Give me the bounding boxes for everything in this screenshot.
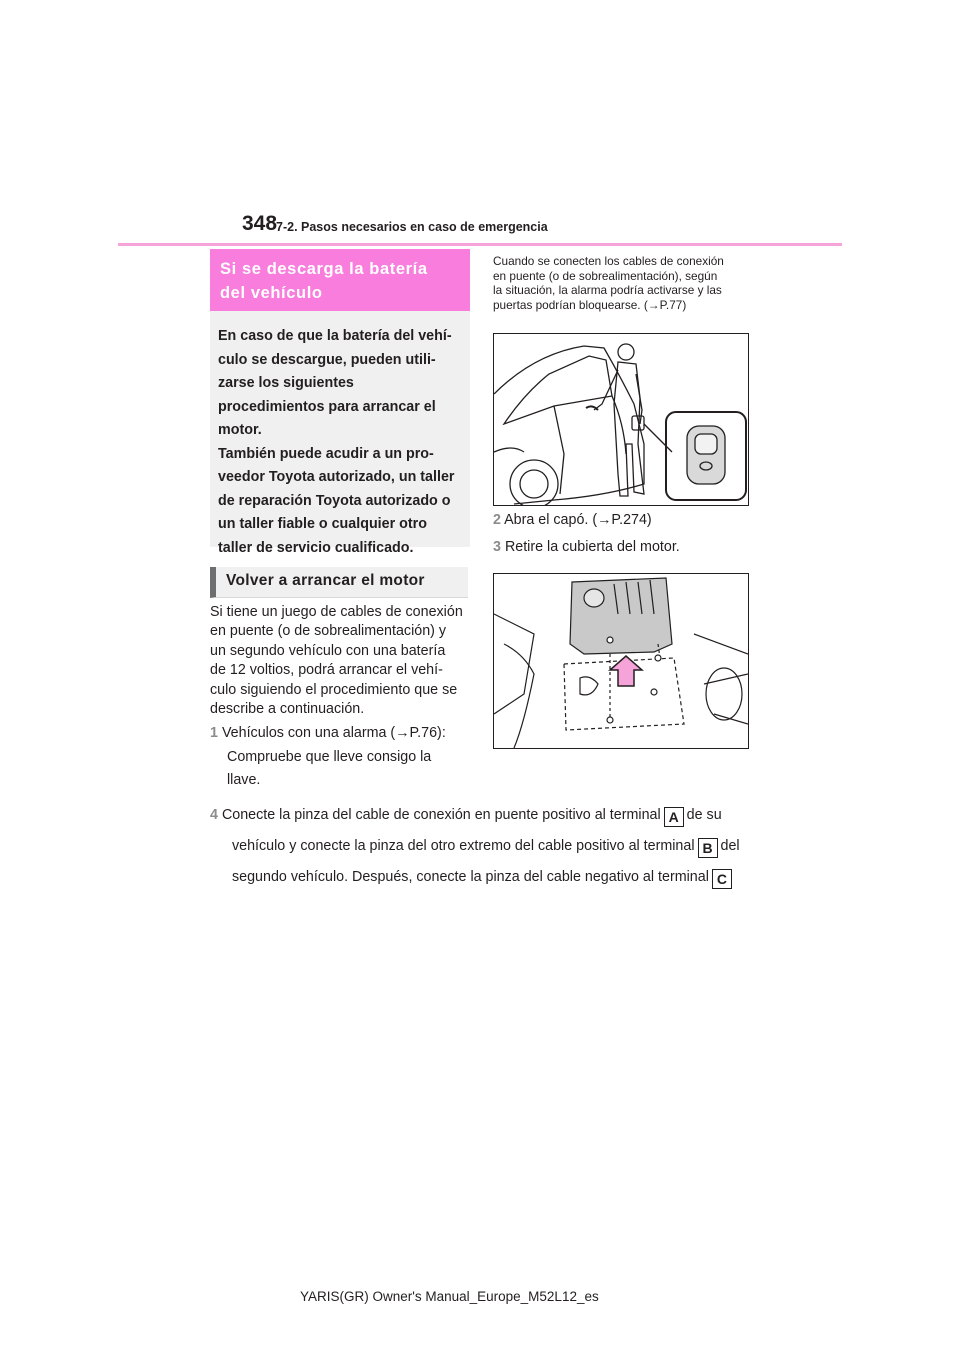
step-text: Conecte la pinza del cable de conexión en puente positivo al terminal [221, 807, 661, 823]
battery-section-heading [210, 249, 470, 311]
step-2 [493, 512, 652, 528]
page-number: 348 [242, 212, 278, 235]
intro-line: taller de servicio cualificado. [218, 539, 414, 556]
body-line: culo siguiendo el procedimiento que se [210, 681, 458, 698]
step-text: de su [686, 807, 722, 823]
footer: YARIS(GR) Owner's Manual_Europe_M52L12_es [300, 1289, 599, 1304]
step-text: Abra el capó. (→P.274) [504, 512, 652, 528]
step-3 [493, 539, 680, 555]
body-line: describe a continuación. [210, 701, 365, 718]
body-line: en puente (o de sobrealimentación) y [210, 623, 447, 640]
intro-line: En caso de que la batería del vehí- [218, 328, 452, 344]
intro-box [210, 311, 470, 556]
heading-line-1: Si se descarga la batería [220, 260, 428, 278]
note-line: la situación, la alarma podría activarse y las [493, 283, 722, 297]
body-line: de 12 voltios, podrá arrancar el vehí- [210, 662, 443, 679]
step-text: Compruebe que lleve consigo la [227, 748, 432, 765]
intro-line: También puede acudir a un pro- [218, 445, 434, 462]
restart-section-heading: Volver a arrancar el motor [210, 567, 468, 598]
note-line: puertas podrían bloquearse. (→P.77) [493, 297, 687, 312]
engine-cover-illustration [493, 573, 749, 749]
step-text: segundo vehículo. Después, conecte la pinza del cable negativo al terminal [232, 869, 709, 885]
step-text: llave. [227, 772, 261, 788]
intro-line: de reparación Toyota autorizado o [218, 492, 451, 509]
alarm-note [493, 254, 759, 312]
intro-line: culo se descargue, pueden utili- [218, 351, 436, 368]
person-with-key-illustration [493, 333, 749, 506]
section-header: 7-2. Pasos necesarios en caso de emergencia [276, 220, 548, 234]
terminal-c-label: C [712, 869, 732, 889]
body-line: un segundo vehículo con una batería [210, 642, 446, 659]
step-text: Vehículos con una alarma (→P.76): [221, 725, 446, 741]
step-number: 2 [493, 512, 501, 528]
intro-line: veedor Toyota autorizado, un taller [218, 469, 455, 485]
intro-line: un taller fiable o cualquier otro [218, 516, 427, 532]
terminal-a-label: A [664, 807, 684, 827]
step-text: vehículo y conecte la pinza del otro extremo del cable positivo al terminal [232, 838, 695, 854]
note-line: Cuando se conecten los cables de conexión [493, 254, 724, 268]
step-4 [210, 800, 770, 893]
step-text: del [720, 838, 740, 854]
step-number: 3 [493, 539, 501, 555]
intro-line: zarse los siguientes [218, 375, 354, 391]
terminal-b-label: B [698, 838, 718, 858]
restart-body-paragraph [210, 603, 472, 719]
body-line: Si tiene un juego de cables de conexión [210, 604, 463, 620]
heading-line-2: del vehículo [220, 284, 323, 302]
step-1 [210, 722, 472, 793]
note-line: en puente (o de sobrealimentación), según [493, 268, 718, 283]
intro-line: procedimientos para arrancar el [218, 398, 436, 415]
header-rule [118, 243, 842, 246]
step-number: 1 [210, 725, 218, 741]
step-text: Retire la cubierta del motor. [504, 539, 680, 555]
intro-line: motor. [218, 422, 262, 438]
step-number: 4 [210, 807, 218, 823]
